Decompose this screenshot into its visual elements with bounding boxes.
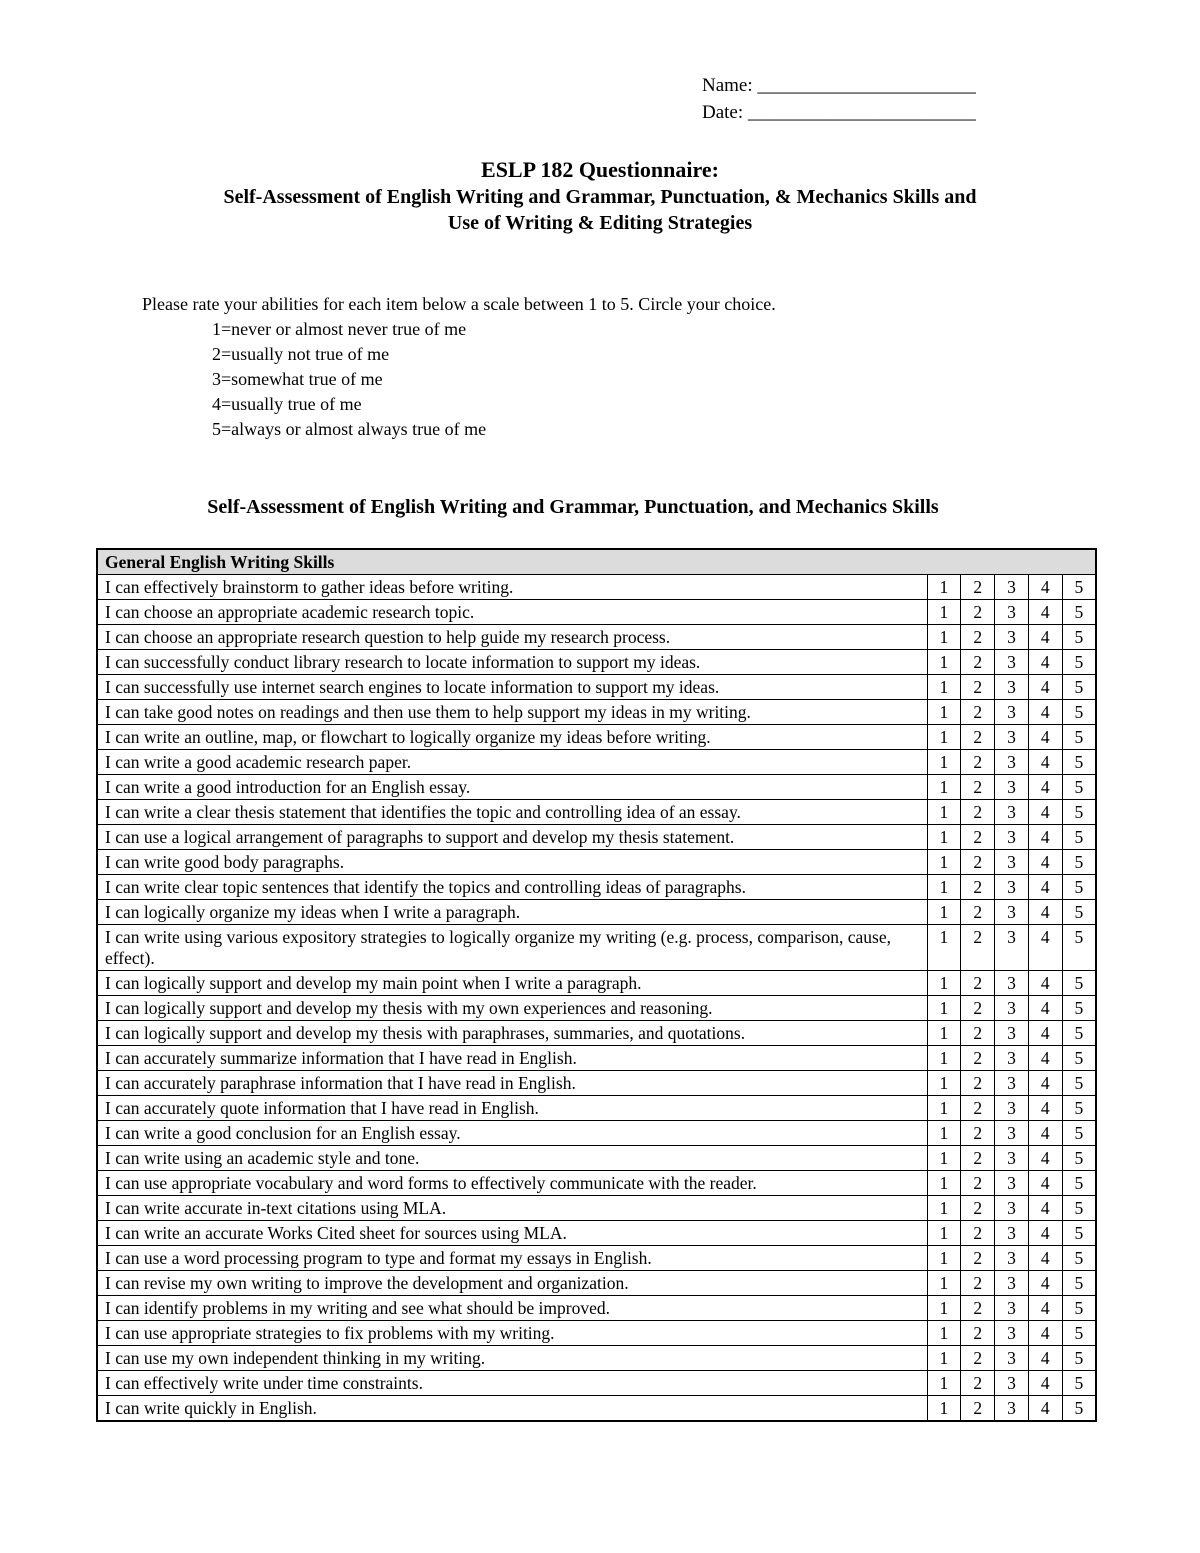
skill-statement: I can write using an academic style and tone. (97, 1146, 927, 1171)
rating-choice-1[interactable]: 1 (927, 650, 961, 675)
rating-choice-3[interactable]: 3 (995, 1071, 1029, 1096)
rating-choice-4[interactable]: 4 (1028, 600, 1062, 625)
rating-choice-4[interactable]: 4 (1028, 1071, 1062, 1096)
rating-choice-4[interactable]: 4 (1028, 1296, 1062, 1321)
rating-choice-3[interactable]: 3 (995, 850, 1029, 875)
table-row (97, 1071, 1096, 1096)
rating-choice-4[interactable]: 4 (1028, 850, 1062, 875)
rating-choice-1[interactable]: 1 (927, 825, 961, 850)
skill-statement: I can choose an appropriate academic research topic. (97, 600, 927, 625)
table-row (97, 1296, 1096, 1321)
skill-statement: I can write good body paragraphs. (97, 850, 927, 875)
rating-choice-2[interactable]: 2 (961, 1146, 995, 1171)
rating-choice-2[interactable]: 2 (961, 1296, 995, 1321)
rating-choice-4[interactable]: 4 (1028, 1321, 1062, 1346)
table-row (97, 800, 1096, 825)
rating-choice-3[interactable]: 3 (995, 1246, 1029, 1271)
rating-choice-5[interactable]: 5 (1062, 1096, 1096, 1121)
rating-choice-2[interactable]: 2 (961, 1271, 995, 1296)
rating-choice-2[interactable]: 2 (961, 600, 995, 625)
rating-choice-2[interactable]: 2 (961, 971, 995, 996)
rating-choice-5[interactable]: 5 (1062, 996, 1096, 1021)
rating-choice-3[interactable]: 3 (995, 1171, 1029, 1196)
rating-choice-5[interactable]: 5 (1062, 875, 1096, 900)
skill-statement: I can logically support and develop my thesis with paraphrases, summaries, and quotations. (97, 1021, 927, 1046)
rating-choice-5[interactable]: 5 (1062, 700, 1096, 725)
rating-choice-2[interactable]: 2 (961, 1396, 995, 1422)
title-line-2: Self-Assessment of English Writing and Grammar, Punctuation, & Mechanics Skills and (223, 186, 977, 208)
rating-choice-3[interactable]: 3 (995, 775, 1029, 800)
rating-choice-5[interactable]: 5 (1062, 1396, 1096, 1422)
rating-choice-2[interactable]: 2 (961, 700, 995, 725)
skill-statement: I can logically organize my ideas when I write a paragraph. (97, 900, 927, 925)
rating-choice-2[interactable]: 2 (961, 1096, 995, 1121)
rating-choice-3[interactable]: 3 (995, 725, 1029, 750)
rating-choice-5[interactable]: 5 (1062, 575, 1096, 600)
rating-choice-2[interactable]: 2 (961, 850, 995, 875)
rating-choice-4[interactable]: 4 (1028, 900, 1062, 925)
table-group-title: General English Writing Skills (97, 549, 1096, 575)
skill-statement: I can use appropriate strategies to fix problems with my writing. (97, 1321, 927, 1346)
table-row (97, 1096, 1096, 1121)
rating-choice-3[interactable]: 3 (995, 1321, 1029, 1346)
rating-choice-2[interactable]: 2 (961, 675, 995, 700)
rating-choice-4[interactable]: 4 (1028, 1121, 1062, 1146)
rating-choice-1[interactable]: 1 (927, 675, 961, 700)
rating-choice-3[interactable]: 3 (995, 625, 1029, 650)
rating-choice-4[interactable]: 4 (1028, 1146, 1062, 1171)
rating-choice-1[interactable]: 1 (927, 1396, 961, 1422)
rating-choice-1[interactable]: 1 (927, 1321, 961, 1346)
table-row (97, 575, 1096, 600)
rating-choice-3[interactable]: 3 (995, 875, 1029, 900)
table-row (97, 775, 1096, 800)
rating-choice-4[interactable]: 4 (1028, 971, 1062, 996)
rating-choice-4[interactable]: 4 (1028, 725, 1062, 750)
instructions-intro: Please rate your abilities for each item below a scale between 1 to 5. Circle your choice. (142, 294, 776, 314)
skill-statement: I can successfully use internet search engines to locate information to support my ideas. (97, 675, 927, 700)
rating-choice-2[interactable]: 2 (961, 925, 995, 971)
rating-choice-3[interactable]: 3 (995, 1121, 1029, 1146)
rating-choice-1[interactable]: 1 (927, 1146, 961, 1171)
rating-choice-5[interactable]: 5 (1062, 775, 1096, 800)
rating-choice-4[interactable]: 4 (1028, 575, 1062, 600)
rating-choice-5[interactable]: 5 (1062, 925, 1096, 971)
table-row (97, 1046, 1096, 1071)
rating-choice-1[interactable]: 1 (927, 1071, 961, 1096)
rating-choice-3[interactable]: 3 (995, 750, 1029, 775)
rating-choice-5[interactable]: 5 (1062, 1296, 1096, 1321)
rating-choice-3[interactable]: 3 (995, 1396, 1029, 1422)
rating-choice-1[interactable]: 1 (927, 1121, 961, 1146)
rating-choice-1[interactable]: 1 (927, 900, 961, 925)
table-row (97, 1346, 1096, 1371)
scale-item: 5=always or almost always true of me (212, 419, 487, 439)
rating-choice-3[interactable]: 3 (995, 575, 1029, 600)
rating-choice-5[interactable]: 5 (1062, 1196, 1096, 1221)
rating-choice-5[interactable]: 5 (1062, 675, 1096, 700)
rating-choice-1[interactable]: 1 (927, 1346, 961, 1371)
skill-statement: I can write an outline, map, or flowchart to logically organize my ideas before writing. (97, 725, 927, 750)
rating-choice-5[interactable]: 5 (1062, 900, 1096, 925)
rating-choice-5[interactable]: 5 (1062, 1021, 1096, 1046)
rating-choice-4[interactable]: 4 (1028, 650, 1062, 675)
skill-statement: I can use a word processing program to type and format my essays in English. (97, 1246, 927, 1271)
rating-choice-3[interactable]: 3 (995, 1046, 1029, 1071)
rating-choice-1[interactable]: 1 (927, 700, 961, 725)
rating-choice-1[interactable]: 1 (927, 1246, 961, 1271)
rating-choice-1[interactable]: 1 (927, 800, 961, 825)
rating-choice-2[interactable]: 2 (961, 775, 995, 800)
rating-choice-3[interactable]: 3 (995, 1196, 1029, 1221)
rating-choice-4[interactable]: 4 (1028, 1371, 1062, 1396)
rating-choice-4[interactable]: 4 (1028, 800, 1062, 825)
rating-choice-4[interactable]: 4 (1028, 625, 1062, 650)
rating-choice-2[interactable]: 2 (961, 725, 995, 750)
skill-statement: I can write a good introduction for an English essay. (97, 775, 927, 800)
table-row (97, 1396, 1096, 1422)
rating-choice-2[interactable]: 2 (961, 1021, 995, 1046)
title-line-1: ESLP 182 Questionnaire: (481, 157, 719, 182)
rating-choice-3[interactable]: 3 (995, 700, 1029, 725)
rating-choice-5[interactable]: 5 (1062, 1221, 1096, 1246)
rating-choice-2[interactable]: 2 (961, 650, 995, 675)
date-field[interactable] (702, 99, 976, 126)
table-row (97, 1146, 1096, 1171)
rating-choice-2[interactable]: 2 (961, 875, 995, 900)
rating-choice-1[interactable]: 1 (927, 1096, 961, 1121)
rating-choice-5[interactable]: 5 (1062, 1346, 1096, 1371)
scale-item: 4=usually true of me (212, 394, 362, 414)
skill-statement: I can write an accurate Works Cited sheet for sources using MLA. (97, 1221, 927, 1246)
instructions (142, 292, 776, 442)
rating-choice-1[interactable]: 1 (927, 971, 961, 996)
table-row (97, 850, 1096, 875)
skill-statement: I can take good notes on readings and then use them to help support my ideas in my writing. (97, 700, 927, 725)
skill-statement: I can write accurate in-text citations using MLA. (97, 1196, 927, 1221)
rating-choice-2[interactable]: 2 (961, 825, 995, 850)
rating-choice-3[interactable]: 3 (995, 900, 1029, 925)
skill-statement: I can revise my own writing to improve the development and organization. (97, 1271, 927, 1296)
rating-choice-1[interactable]: 1 (927, 1171, 961, 1196)
rating-choice-2[interactable]: 2 (961, 1246, 995, 1271)
skills-table (96, 548, 1097, 1422)
date-label: Date: (702, 102, 744, 123)
rating-choice-1[interactable]: 1 (927, 996, 961, 1021)
rating-choice-3[interactable]: 3 (995, 1021, 1029, 1046)
skill-statement: I can accurately summarize information that I have read in English. (97, 1046, 927, 1071)
table-row (97, 700, 1096, 725)
rating-choice-5[interactable]: 5 (1062, 1371, 1096, 1396)
rating-choice-5[interactable]: 5 (1062, 1271, 1096, 1296)
rating-choice-3[interactable]: 3 (995, 1221, 1029, 1246)
rating-choice-1[interactable]: 1 (927, 1021, 961, 1046)
table-row (97, 675, 1096, 700)
table-row (97, 1371, 1096, 1396)
rating-choice-4[interactable]: 4 (1028, 1346, 1062, 1371)
rating-choice-2[interactable]: 2 (961, 1346, 995, 1371)
rating-choice-5[interactable]: 5 (1062, 850, 1096, 875)
rating-choice-3[interactable]: 3 (995, 1096, 1029, 1121)
rating-choice-5[interactable]: 5 (1062, 750, 1096, 775)
skill-statement: I can identify problems in my writing and see what should be improved. (97, 1296, 927, 1321)
rating-choice-1[interactable]: 1 (927, 1196, 961, 1221)
table-row (97, 875, 1096, 900)
rating-scale-list (142, 317, 776, 442)
rating-choice-3[interactable]: 3 (995, 1346, 1029, 1371)
rating-choice-4[interactable]: 4 (1028, 996, 1062, 1021)
rating-choice-3[interactable]: 3 (995, 1371, 1029, 1396)
table-row (97, 925, 1096, 971)
table-row (97, 625, 1096, 650)
rating-choice-4[interactable]: 4 (1028, 775, 1062, 800)
rating-choice-5[interactable]: 5 (1062, 1146, 1096, 1171)
skill-statement: I can use appropriate vocabulary and word forms to effectively communicate with the reader. (97, 1171, 927, 1196)
rating-choice-4[interactable]: 4 (1028, 925, 1062, 971)
rating-choice-3[interactable]: 3 (995, 1271, 1029, 1296)
section-heading: Self-Assessment of English Writing and Grammar, Punctuation, and Mechanics Skills (207, 496, 939, 518)
skills-table-body (97, 575, 1096, 1422)
rating-choice-5[interactable]: 5 (1062, 725, 1096, 750)
skill-statement: I can effectively write under time constraints. (97, 1371, 927, 1396)
table-row (97, 996, 1096, 1021)
document-title (0, 156, 1200, 236)
rating-choice-3[interactable]: 3 (995, 971, 1029, 996)
table-row (97, 900, 1096, 925)
table-row (97, 1221, 1096, 1246)
table-row (97, 1171, 1096, 1196)
scale-item: 3=somewhat true of me (212, 369, 383, 389)
skill-statement: I can logically support and develop my thesis with my own experiences and reasoning. (97, 996, 927, 1021)
rating-choice-5[interactable]: 5 (1062, 971, 1096, 996)
rating-choice-4[interactable]: 4 (1028, 875, 1062, 900)
table-row (97, 725, 1096, 750)
rating-choice-4[interactable]: 4 (1028, 825, 1062, 850)
rating-choice-1[interactable]: 1 (927, 850, 961, 875)
rating-choice-4[interactable]: 4 (1028, 1246, 1062, 1271)
rating-choice-4[interactable]: 4 (1028, 1021, 1062, 1046)
table-row (97, 1271, 1096, 1296)
rating-choice-3[interactable]: 3 (995, 675, 1029, 700)
rating-choice-5[interactable]: 5 (1062, 1071, 1096, 1096)
scale-item: 1=never or almost never true of me (212, 319, 467, 339)
rating-choice-3[interactable]: 3 (995, 600, 1029, 625)
rating-choice-1[interactable]: 1 (927, 600, 961, 625)
rating-choice-5[interactable]: 5 (1062, 1171, 1096, 1196)
rating-choice-2[interactable]: 2 (961, 800, 995, 825)
rating-choice-1[interactable]: 1 (927, 1046, 961, 1071)
skill-statement: I can write clear topic sentences that identify the topics and controlling ideas of paragraphs. (97, 875, 927, 900)
table-row (97, 650, 1096, 675)
rating-choice-1[interactable]: 1 (927, 625, 961, 650)
rating-choice-2[interactable]: 2 (961, 1071, 995, 1096)
rating-choice-3[interactable]: 3 (995, 825, 1029, 850)
skill-statement: I can effectively brainstorm to gather ideas before writing. (97, 575, 927, 600)
rating-choice-3[interactable]: 3 (995, 800, 1029, 825)
rating-choice-2[interactable]: 2 (961, 575, 995, 600)
rating-choice-3[interactable]: 3 (995, 996, 1029, 1021)
rating-choice-4[interactable]: 4 (1028, 1196, 1062, 1221)
name-label: Name: (702, 75, 753, 96)
rating-choice-5[interactable]: 5 (1062, 1121, 1096, 1146)
rating-choice-3[interactable]: 3 (995, 1296, 1029, 1321)
rating-choice-1[interactable]: 1 (927, 1221, 961, 1246)
skill-statement: I can use a logical arrangement of paragraphs to support and develop my thesis statement. (97, 825, 927, 850)
rating-choice-1[interactable]: 1 (927, 575, 961, 600)
rating-choice-3[interactable]: 3 (995, 925, 1029, 971)
rating-choice-2[interactable]: 2 (961, 1121, 995, 1146)
table-row (97, 600, 1096, 625)
rating-choice-4[interactable]: 4 (1028, 1271, 1062, 1296)
rating-choice-5[interactable]: 5 (1062, 1046, 1096, 1071)
rating-choice-5[interactable]: 5 (1062, 800, 1096, 825)
rating-choice-4[interactable]: 4 (1028, 700, 1062, 725)
rating-choice-4[interactable]: 4 (1028, 675, 1062, 700)
rating-choice-5[interactable]: 5 (1062, 1321, 1096, 1346)
skill-statement: I can successfully conduct library research to locate information to support my ideas. (97, 650, 927, 675)
skill-statement: I can write using various expository strategies to logically organize my writing (e.g. process, comparison, cause, effect). (97, 925, 927, 971)
skill-statement: I can accurately paraphrase information that I have read in English. (97, 1071, 927, 1096)
rating-choice-2[interactable]: 2 (961, 1221, 995, 1246)
rating-choice-3[interactable]: 3 (995, 650, 1029, 675)
rating-choice-2[interactable]: 2 (961, 1196, 995, 1221)
scale-item: 2=usually not true of me (212, 344, 390, 364)
rating-choice-1[interactable]: 1 (927, 725, 961, 750)
rating-choice-2[interactable]: 2 (961, 625, 995, 650)
rating-choice-1[interactable]: 1 (927, 925, 961, 971)
rating-choice-2[interactable]: 2 (961, 750, 995, 775)
table-row (97, 825, 1096, 850)
table-row (97, 1321, 1096, 1346)
table-row (97, 971, 1096, 996)
rating-choice-4[interactable]: 4 (1028, 750, 1062, 775)
rating-choice-3[interactable]: 3 (995, 1146, 1029, 1171)
rating-choice-2[interactable]: 2 (961, 1046, 995, 1071)
title-line-3: Use of Writing & Editing Strategies (447, 212, 753, 234)
table-group-header-row (97, 549, 1096, 575)
rating-choice-4[interactable]: 4 (1028, 1171, 1062, 1196)
skill-statement: I can write a good conclusion for an English essay. (97, 1121, 927, 1146)
rating-choice-1[interactable]: 1 (927, 875, 961, 900)
rating-choice-5[interactable]: 5 (1062, 1246, 1096, 1271)
rating-choice-2[interactable]: 2 (961, 1171, 995, 1196)
rating-choice-1[interactable]: 1 (927, 775, 961, 800)
table-row (97, 1021, 1096, 1046)
table-row (97, 1121, 1096, 1146)
rating-choice-4[interactable]: 4 (1028, 1221, 1062, 1246)
rating-choice-1[interactable]: 1 (927, 1271, 961, 1296)
skill-statement: I can choose an appropriate research question to help guide my research process. (97, 625, 927, 650)
rating-choice-1[interactable]: 1 (927, 1296, 961, 1321)
table-row (97, 750, 1096, 775)
rating-choice-2[interactable]: 2 (961, 1321, 995, 1346)
table-row (97, 1246, 1096, 1271)
name-field[interactable] (702, 72, 976, 99)
skill-statement: I can write a good academic research paper. (97, 750, 927, 775)
rating-choice-2[interactable]: 2 (961, 1371, 995, 1396)
skill-statement: I can write quickly in English. (97, 1396, 927, 1422)
rating-choice-5[interactable]: 5 (1062, 600, 1096, 625)
rating-choice-1[interactable]: 1 (927, 750, 961, 775)
name-line[interactable]: _______________________ (757, 75, 976, 96)
rating-choice-2[interactable]: 2 (961, 900, 995, 925)
rating-choice-4[interactable]: 4 (1028, 1096, 1062, 1121)
rating-choice-5[interactable]: 5 (1062, 625, 1096, 650)
skill-statement: I can logically support and develop my main point when I write a paragraph. (97, 971, 927, 996)
rating-choice-4[interactable]: 4 (1028, 1046, 1062, 1071)
header-fields (702, 72, 976, 126)
rating-choice-2[interactable]: 2 (961, 996, 995, 1021)
skill-statement: I can accurately quote information that I have read in English. (97, 1096, 927, 1121)
rating-choice-5[interactable]: 5 (1062, 825, 1096, 850)
rating-choice-1[interactable]: 1 (927, 1371, 961, 1396)
rating-choice-4[interactable]: 4 (1028, 1396, 1062, 1422)
table-row (97, 1196, 1096, 1221)
skill-statement: I can write a clear thesis statement that identifies the topic and controlling idea of an essay. (97, 800, 927, 825)
skill-statement: I can use my own independent thinking in my writing. (97, 1346, 927, 1371)
rating-choice-5[interactable]: 5 (1062, 650, 1096, 675)
date-line[interactable]: ________________________ (747, 102, 976, 123)
